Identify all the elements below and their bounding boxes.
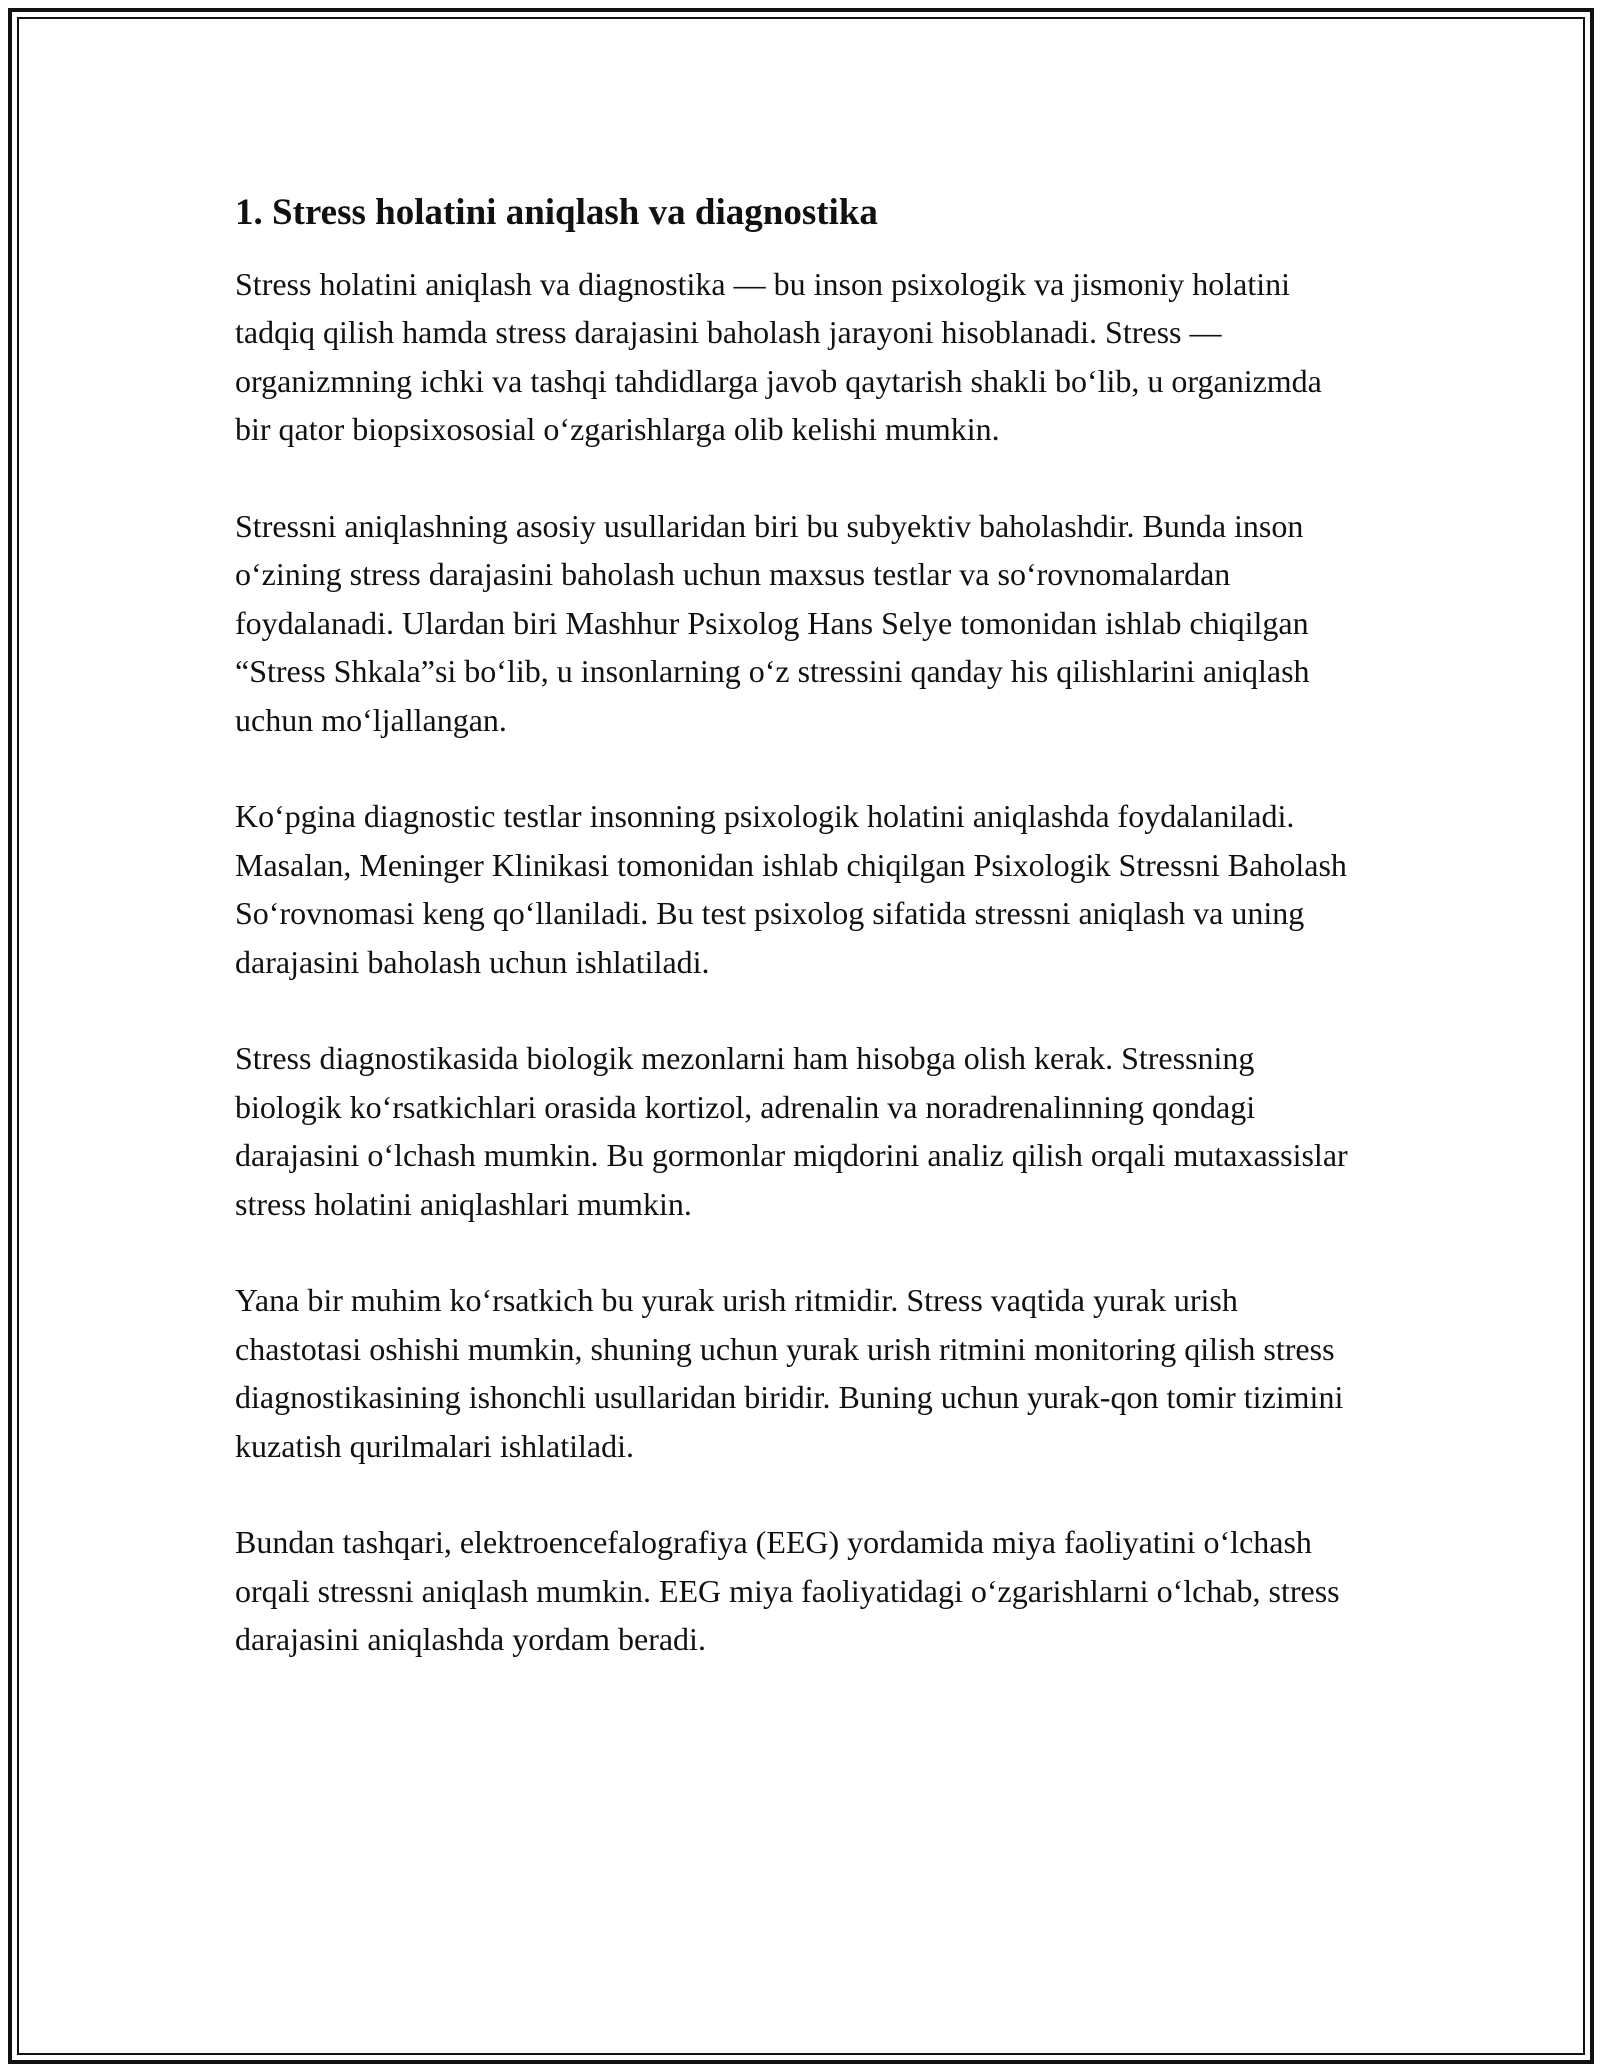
paragraph-2: Stressni aniqlashning asosiy usullaridan biri bu subyektiv baholashdir. Bunda inson o‘zining stress darajasini baholash uchun maxsus testlar va so‘rovnomalardan foydalanadi. Ulardan biri Mashhur Psixolog Hans Selye tomonidan ishlab chiqilgan “Stress Shkala”si bo‘lib, u insonlarning o‘z stressini qanday his qilishlarini aniqlash uchun mo‘ljallangan.: [235, 508, 1310, 738]
paragraph-5: Yana bir muhim ko‘rsatkich bu yurak urish ritmidir. Stress vaqtida yurak urish chastotasi oshishi mumkin, shuning uchun yurak urish ritmini monitoring qilish stress diagnostikasining ishonchli usullaridan biridir. Buning uchun yurak-qon tomir tizimini kuzatish qurilmalari ishlatiladi.: [235, 1282, 1344, 1464]
paragraph-6: Bundan tashqari, elektroencefalografiya (EEG) yordamida miya faoliyatini o‘lchash orqali stressni aniqlash mumkin. EEG miya faoliyatidagi o‘zgarishlarni o‘lchab, stress darajasini aniqlashda yordam beradi.: [235, 1524, 1340, 1658]
section-heading: 1. Stress holatini aniqlash va diagnostika: [235, 192, 878, 233]
paragraph-3: Ko‘pgina diagnostic testlar insonning psixologik holatini aniqlashda foydalaniladi. Masalan, Meninger Klinikasi tomonidan ishlab chiqilgan Psixologik Stressni Baholash So‘rovnomasi keng qo‘llaniladi. Bu test psixolog sifatida stressni aniqlash va uning darajasini baholash uchun ishlatiladi.: [235, 798, 1347, 980]
paragraph-1: Stress holatini aniqlash va diagnostika — bu inson psixologik va jismoniy holatini tadqiq qilish hamda stress darajasini baholash jarayoni hisoblanadi. Stress — organizmning ichki va tashqi tahdidlarga javob qaytarish shakli bo‘lib, u organizmda bir qator biopsixososial o‘zgarishlarga olib kelishi mumkin.: [235, 266, 1322, 448]
document-body: [235, 188, 1365, 1664]
paragraph-4: Stress diagnostikasida biologik mezonlarni ham hisobga olish kerak. Stressning biologik ko‘rsatkichlari orasida kortizol, adrenalin va noradrenalinning qondagi darajasini o‘lchash mumkin. Bu gormonlar miqdorini analiz qilish orqali mutaxassislar stress holatini aniqlashlari mumkin.: [235, 1040, 1348, 1222]
